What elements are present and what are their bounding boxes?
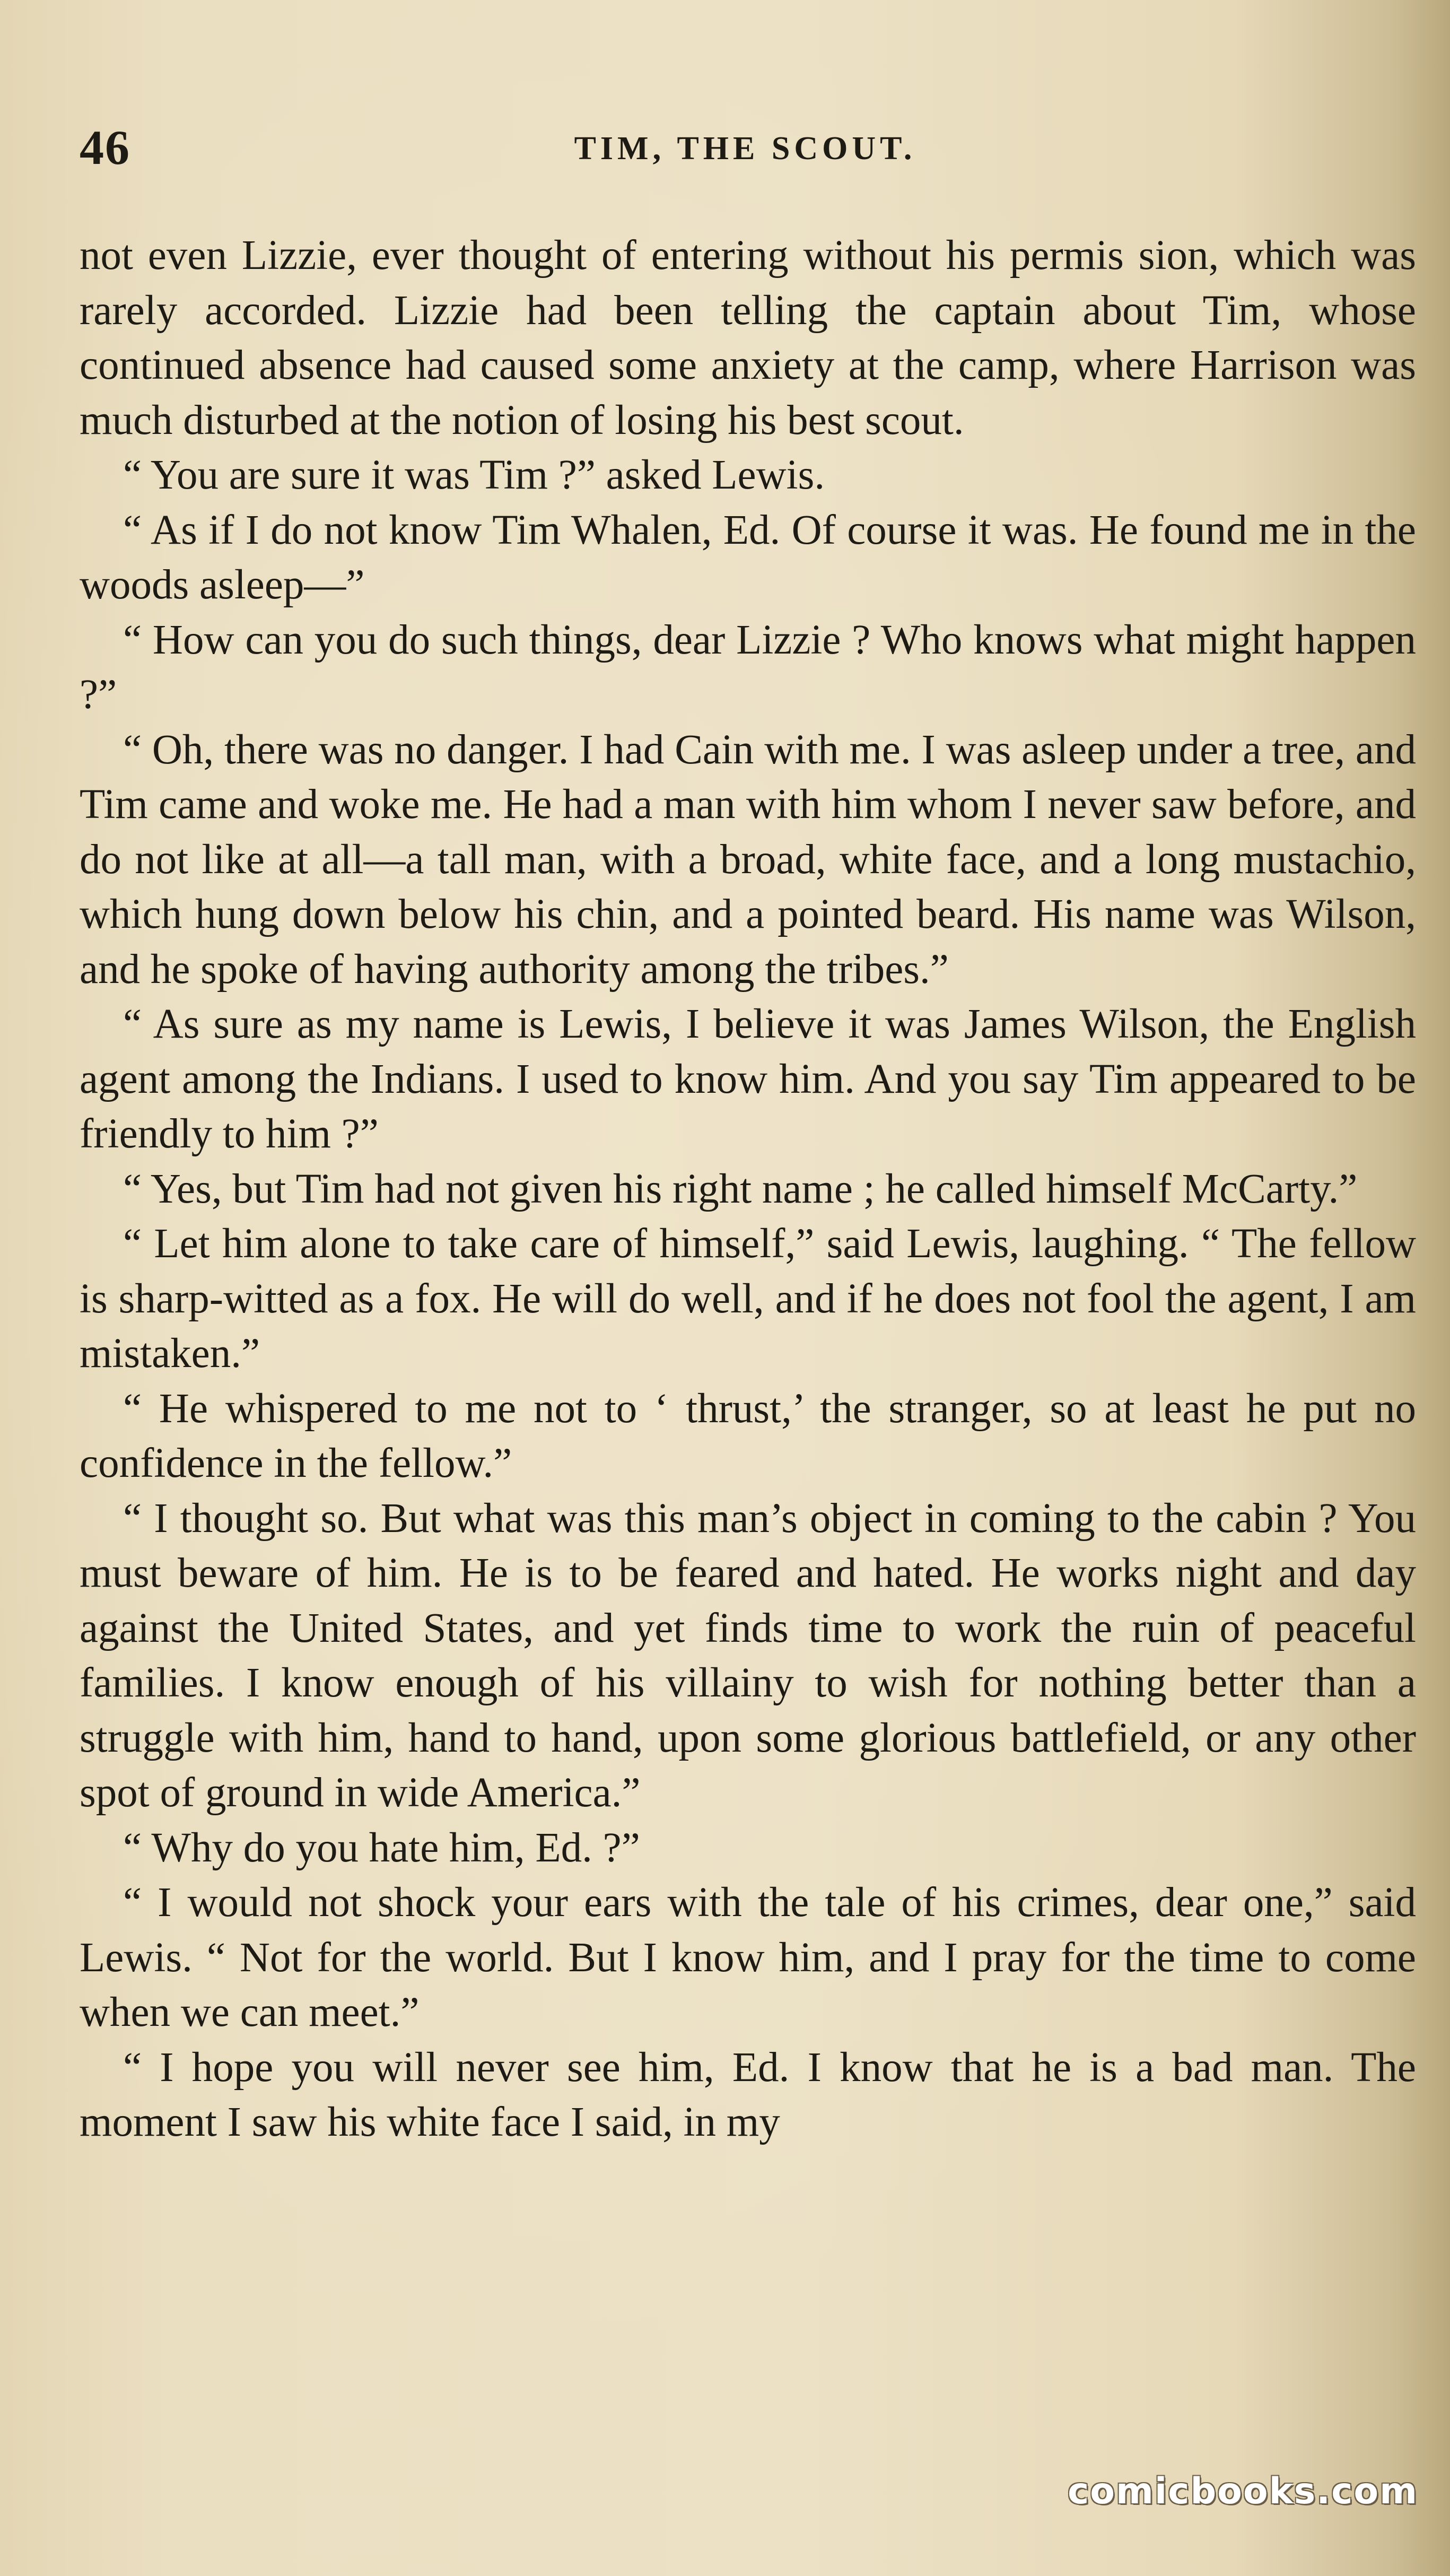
paragraph: “ Why do you hate him, Ed. ?”: [123, 1824, 640, 1871]
paragraph: “ He whispered to me not to ‘ thrust,’ the stranger, so at least he put no confidence in the fellow.”: [80, 1385, 1416, 1486]
paragraph: not even Lizzie, ever thought of entering without his permis sion, which was rarely accorded. Lizzie had been telling the captain about Tim, whose continued absence had caused some anxiety at the camp, where Harrison was much disturbed at the notion of losing his best scout.: [80, 232, 1416, 443]
paragraph: “ Oh, there was no danger. I had Cain with me. I was asleep under a tree, and Tim came and woke me. He had a man with him whom I never saw before, and do not like at all—a tall man, with a broad, white face, and a long mustachio, which hung down below his chin, and a pointed beard. His name was Wilson, and he spoke of having authority among the tribes.”: [80, 726, 1416, 993]
paragraph: “ Yes, but Tim had not given his right name ; he called himself McCarty.”: [123, 1165, 1358, 1212]
paragraph: “ I hope you will never see him, Ed. I know that he is a bad man. The moment I saw his white face I said, in my: [80, 2044, 1416, 2145]
paragraph: “ Let him alone to take care of himself,” said Lewis, laughing. “ The fellow is sharp-witted as a fox. He will do well, and if he does not fool the agent, I am mistaken.”: [80, 1221, 1416, 1377]
paragraph: “ As if I do not know Tim Whalen, Ed. Of course it was. He found me in the woods asleep—”: [80, 507, 1416, 608]
running-head: TIM, THE SCOUT.: [574, 130, 916, 167]
watermark: comicbooks.com: [1067, 2470, 1418, 2512]
paragraph: “ How can you do such things, dear Lizzie ? Who knows what might happen ?”: [80, 616, 1416, 718]
body-text: [80, 228, 1416, 2150]
page-header: [80, 114, 1411, 183]
paragraph: “ I thought so. But what was this man’s object in coming to the cabin ? You must beware of him. He is to be feared and hated. He works night and day against the United States, and yet finds time to work the ruin of peaceful families. I know enough of his villainy to wish for nothing better than a struggle with him, hand to hand, upon some glorious battlefield, or any other spot of ground in wide America.”: [80, 1495, 1416, 1816]
page-number: 46: [80, 120, 130, 175]
paragraph: “ You are sure it was Tim ?” asked Lewis.: [123, 452, 825, 498]
paragraph: “ I would not shock your ears with the tale of his crimes, dear one,” said Lewis. “ Not for the world. But I know him, and I pray for the time to come when we can meet.”: [80, 1879, 1416, 2035]
paragraph: “ As sure as my name is Lewis, I believe it was James Wilson, the English agent among the Indians. I used to know him. And you say Tim appeared to be friendly to him ?”: [80, 1001, 1416, 1157]
